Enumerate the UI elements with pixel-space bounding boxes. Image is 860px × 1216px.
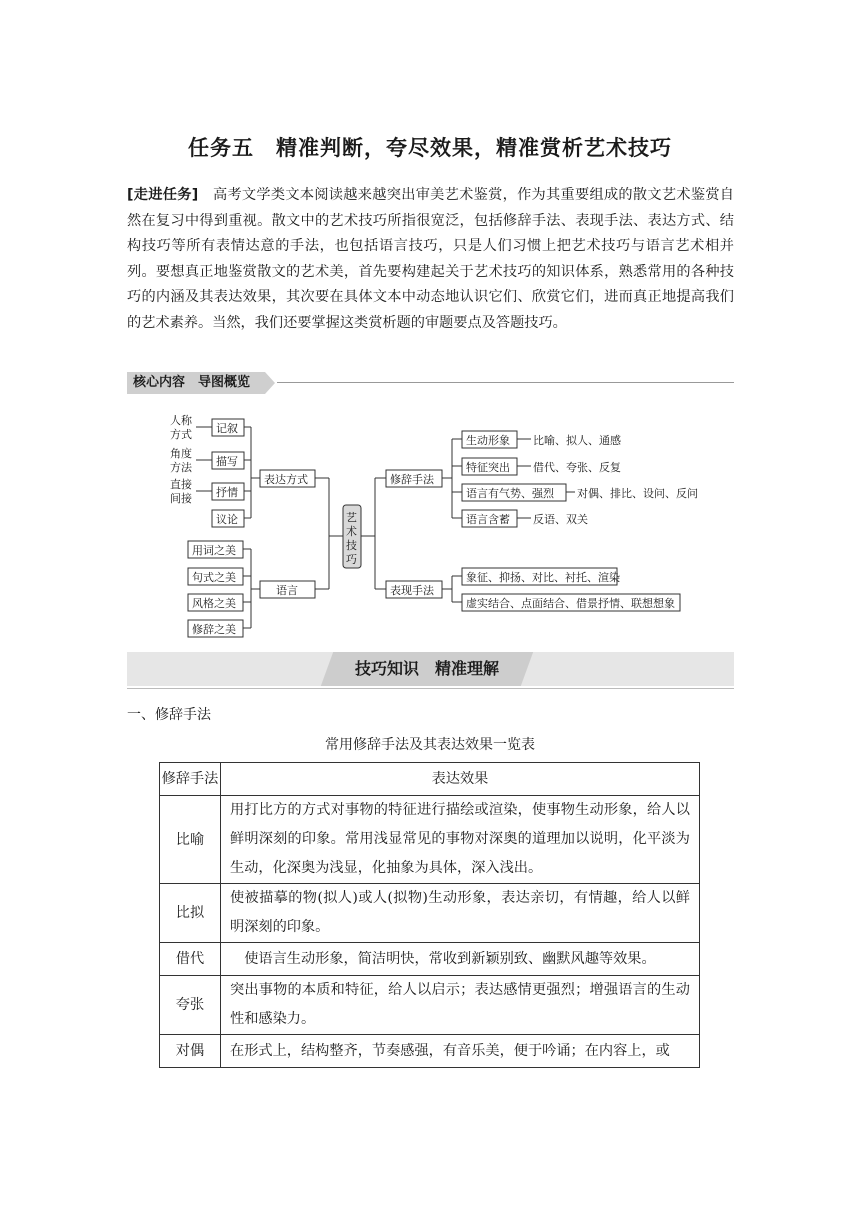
row-name: 比喻 — [160, 796, 221, 884]
node-qishi: 语言有气势、强烈 — [466, 487, 554, 500]
detail-hanxu: 反语、双关 — [533, 513, 588, 526]
row-effect: 用打比方的方式对事物的特征进行描绘或渲染，使事物生动形象，给人以鲜明深刻的印象。常用浅显常见的事物对深奥的道理加以说明，化平淡为生动，化深奥为浅显，化抽象为具体，深入浅出。 — [221, 796, 700, 884]
node-biaoxian-shoufa: 表现手法 — [390, 584, 434, 597]
detail-tezheng: 借代、夸张、反复 — [533, 461, 621, 474]
node-miaoxie: 描写 — [216, 455, 238, 468]
node-jixu: 记叙 — [216, 422, 238, 435]
node-xiuci-mei: 修辞之美 — [192, 623, 236, 636]
node-shuqing: 抒情 — [216, 486, 238, 499]
rhetoric-table — [159, 762, 700, 1068]
note-renchen-2: 方式 — [170, 428, 192, 441]
note-zhijie-1: 直接 — [170, 478, 192, 491]
header-technique: 修辞手法 — [160, 763, 221, 796]
table-row — [160, 976, 700, 1035]
band-arrow — [265, 372, 275, 394]
note-renchen-1: 人称 — [170, 414, 192, 427]
section-band-overview — [127, 372, 734, 394]
band-rule — [277, 382, 734, 383]
detail-shengdong: 比喻、拟人、通感 — [533, 434, 621, 447]
band-rule — [127, 688, 734, 689]
node-jushi: 句式之美 — [192, 571, 236, 584]
page-title: 任务五 精准判断，夸尽效果，精准赏析艺术技巧 — [188, 136, 672, 160]
section-band-knowledge-tab — [321, 652, 533, 686]
table-row — [160, 884, 700, 943]
node-tezheng: 特征突出 — [466, 461, 510, 474]
node-fengge: 风格之美 — [192, 597, 236, 610]
table-row — [160, 1035, 700, 1068]
note-zhijie-2: 间接 — [170, 492, 192, 505]
table-row — [160, 796, 700, 884]
center-char-1: 艺 — [346, 511, 357, 524]
note-jiaodu-1: 角度 — [170, 447, 192, 460]
row-effect: 突出事物的本质和特征，给人以启示；表达感情更强烈；增强语言的生动性和感染力。 — [221, 976, 700, 1035]
table-header-row — [160, 763, 700, 796]
intro-paragraph — [127, 183, 734, 336]
node-shengdong: 生动形象 — [466, 434, 510, 447]
row-name: 夸张 — [160, 976, 221, 1035]
center-char-2: 术 — [346, 525, 357, 538]
center-char-3: 技 — [346, 539, 357, 552]
node-biaoda-fangshi: 表达方式 — [264, 473, 308, 486]
row-effect: 在形式上，结构整齐，节奏感强，有音乐美，便于吟诵；在内容上，或 — [221, 1035, 700, 1068]
section-heading: 一、修辞手法 — [127, 707, 211, 723]
node-biaoxian-1: 象征、抑扬、对比、衬托、渲染 — [466, 571, 620, 584]
center-char-4: 巧 — [346, 553, 357, 566]
node-yongci: 用词之美 — [192, 544, 236, 557]
detail-qishi: 对偶、排比、设问、反问 — [577, 487, 698, 500]
table-title: 常用修辞手法及其表达效果一览表 — [325, 737, 535, 753]
intro-text: 高考文学类文本阅读越来越突出审美艺术鉴赏，作为其重要组成的散文艺术鉴赏自然在复习中得到重视。散文中的艺术技巧所指很宽泛，包括修辞手法、表现手法、表达方式、结构技巧等所有表情达意的手法，也包括语言技巧，只是人们习惯上把艺术技巧与语言艺术相并列。要想真正地鉴赏散文的艺术美，首先要构建起关于艺术技巧的知识体系，熟悉常用的各种技巧的内涵及其表达效果，其次要在具体文本中动态地认识它们、欣赏它们，进而真正地提高我们的艺术素养。当然，我们还要掌握这类赏析题的审题要点及答题技巧。 — [127, 187, 734, 331]
row-effect: 使被描摹的物(拟人)或人(拟物)生动形象，表达亲切，有情趣，给人以鲜明深刻的印象。 — [221, 884, 700, 943]
section-band-label: 核心内容 导图概览 — [127, 372, 265, 394]
node-yilun: 议论 — [216, 513, 238, 526]
row-name: 对偶 — [160, 1035, 221, 1068]
node-hanxu: 语言含蓄 — [466, 513, 510, 526]
section-band-knowledge-label: 技巧知识 精准理解 — [354, 659, 499, 678]
row-name: 比拟 — [160, 884, 221, 943]
note-jiaodu-2: 方法 — [170, 461, 192, 474]
node-xiuci-shoufa: 修辞手法 — [390, 473, 434, 486]
table-row — [160, 943, 700, 976]
section-band-knowledge — [127, 652, 734, 686]
node-biaoxian-2: 虚实结合、点面结合、借景抒情、联想想象 — [466, 597, 675, 610]
intro-tag: [走进任务] — [127, 187, 199, 203]
mind-map — [0, 400, 860, 645]
row-name: 借代 — [160, 943, 221, 976]
node-yuyan: 语言 — [276, 584, 298, 597]
header-effect: 表达效果 — [221, 763, 700, 796]
row-effect: 使语言生动形象，简洁明快，常收到新颖别致、幽默风趣等效果。 — [221, 943, 700, 976]
